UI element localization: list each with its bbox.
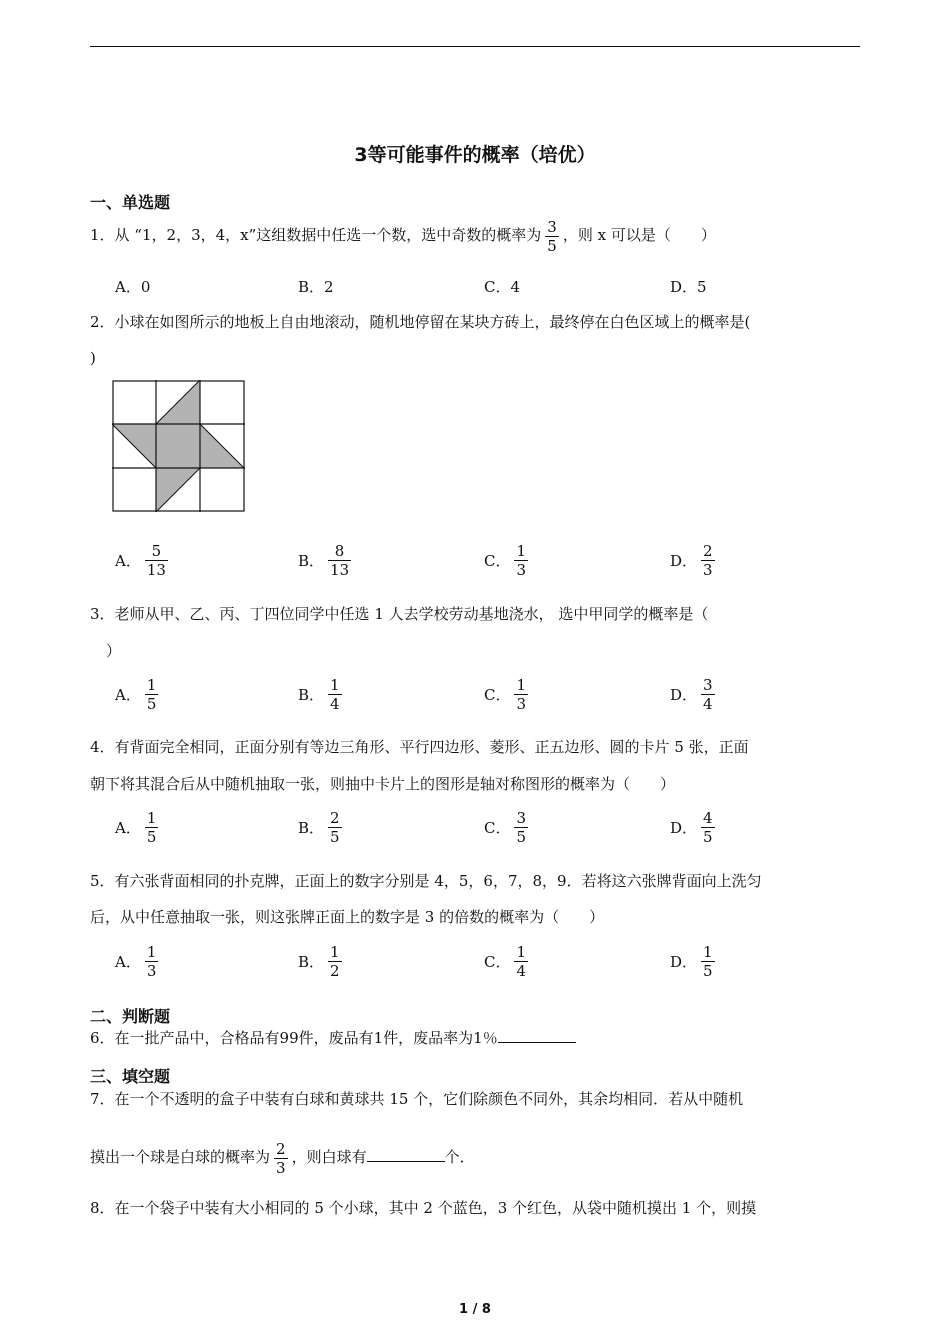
question-5-line-1: 5．有六张背面相同的扑克牌，正面上的数字分别是 4，5，6，7，8，9．若将这六张牌背面向上洗匀: [90, 872, 762, 890]
q4-option-a[interactable]: A． $\frac{1}{5}$: [115, 809, 157, 846]
q3-option-a[interactable]: A． $\frac{1}{5}$: [115, 676, 157, 713]
section-heading-true-false: 二、判断题: [90, 1007, 171, 1026]
grey-triangle-top: [156, 380, 200, 424]
q2-option-c[interactable]: C． $\frac{1}{3}$: [484, 542, 527, 579]
q1-option-a[interactable]: A．0: [115, 278, 151, 296]
q1-option-d[interactable]: D．5: [670, 278, 707, 296]
question-7-line-2: 摸出一个球是白球的概率为 $\frac{2}{3}$ ，则白球有 个．: [90, 1139, 475, 1177]
q2-option-a[interactable]: A． $\frac{5}{13}$: [115, 542, 166, 579]
q5-option-d[interactable]: D． $\frac{1}{5}$: [670, 943, 713, 980]
q2-option-d[interactable]: D． $\frac{2}{3}$: [670, 542, 713, 579]
question-4-line-1: 4．有背面完全相同，正面分别有等边三角形、平行四边形、菱形、正五边形、圆的卡片 5 张，正面: [90, 738, 749, 756]
section-heading-single-choice: 一、单选题: [90, 193, 171, 212]
question-2-line-2: ): [90, 349, 96, 367]
question-4-line-2: 朝下将其混合后从中随机抽取一张，则抽中卡片上的图形是轴对称图形的概率为（ ）: [90, 775, 676, 793]
q4-option-c[interactable]: C． $\frac{3}{5}$: [484, 809, 527, 846]
question-2-line-1: 2．小球在如图所示的地板上自由地滚动，随机地停留在某块方砖上，最终停在白色区域上的概率是(: [90, 313, 751, 331]
page-title: 3等可能事件的概率（培优）: [354, 144, 596, 166]
question-1: [90, 217, 716, 254]
q5-option-b[interactable]: B． $\frac{1}{2}$: [298, 943, 340, 980]
q5-option-a[interactable]: A． $\frac{1}{3}$: [115, 943, 157, 980]
question-5-line-2: 后，从中任意抽取一张，则这张牌正面上的数字是 3 的倍数的概率为（ ）: [90, 908, 605, 926]
header-rule: [90, 46, 860, 47]
question-7-fraction: $\frac{2}{3}$: [276, 1139, 286, 1177]
question-6: 6．在一批产品中，合格品有99件，废品有1件，废品率为1％: [90, 1028, 576, 1048]
grey-region: [112, 380, 244, 512]
q3-option-d[interactable]: D． $\frac{3}{4}$: [670, 676, 713, 713]
tile-floor-figure: [112, 380, 246, 512]
q1-option-c[interactable]: C．4: [484, 278, 521, 296]
grey-square-center: [156, 424, 200, 468]
answer-blank-6[interactable]: [498, 1028, 576, 1043]
question-1-prefix: 1．从 “1，2，3，4，x”这组数据中任选一个数，选中奇数的概率为: [90, 226, 542, 244]
question-3-line-1: 3．老师从甲、乙、丙、丁四位同学中任选 1 人去学校劳动基地浇水， 选中甲同学的概率是（: [90, 605, 709, 623]
q2-option-b[interactable]: B． $\frac{8}{13}$: [298, 542, 350, 579]
q1-option-b[interactable]: B．2: [298, 278, 334, 296]
q5-option-c[interactable]: C． $\frac{1}{4}$: [484, 943, 527, 980]
question-8-line-1: 8．在一个袋子中装有大小相同的 5 个小球，其中 2 个蓝色，3 个红色，从袋中随机摸出 1 个，则摸: [90, 1199, 757, 1217]
q3-option-c[interactable]: C． $\frac{1}{3}$: [484, 676, 527, 713]
grey-triangle-right: [200, 424, 244, 468]
section-heading-fill-blank: 三、填空题: [90, 1067, 171, 1086]
question-1-suffix: ，则 x 可以是（ ）: [562, 226, 716, 244]
question-1-fraction: $\frac{3}{5}$: [547, 217, 557, 255]
question-3-line-2: ）: [106, 642, 122, 660]
q4-option-b[interactable]: B． $\frac{2}{5}$: [298, 809, 340, 846]
answer-blank-7[interactable]: [367, 1147, 445, 1162]
grey-triangle-bottom: [156, 468, 200, 512]
page-number: 1 / 8: [459, 1302, 491, 1317]
question-7-line-1: 7．在一个不透明的盒子中装有白球和黄球共 15 个，它们除颜色不同外，其余均相同．若从中随机: [90, 1090, 744, 1108]
grey-triangle-left: [112, 424, 156, 468]
q3-option-b[interactable]: B． $\frac{1}{4}$: [298, 676, 340, 713]
q4-option-d[interactable]: D． $\frac{4}{5}$: [670, 809, 713, 846]
